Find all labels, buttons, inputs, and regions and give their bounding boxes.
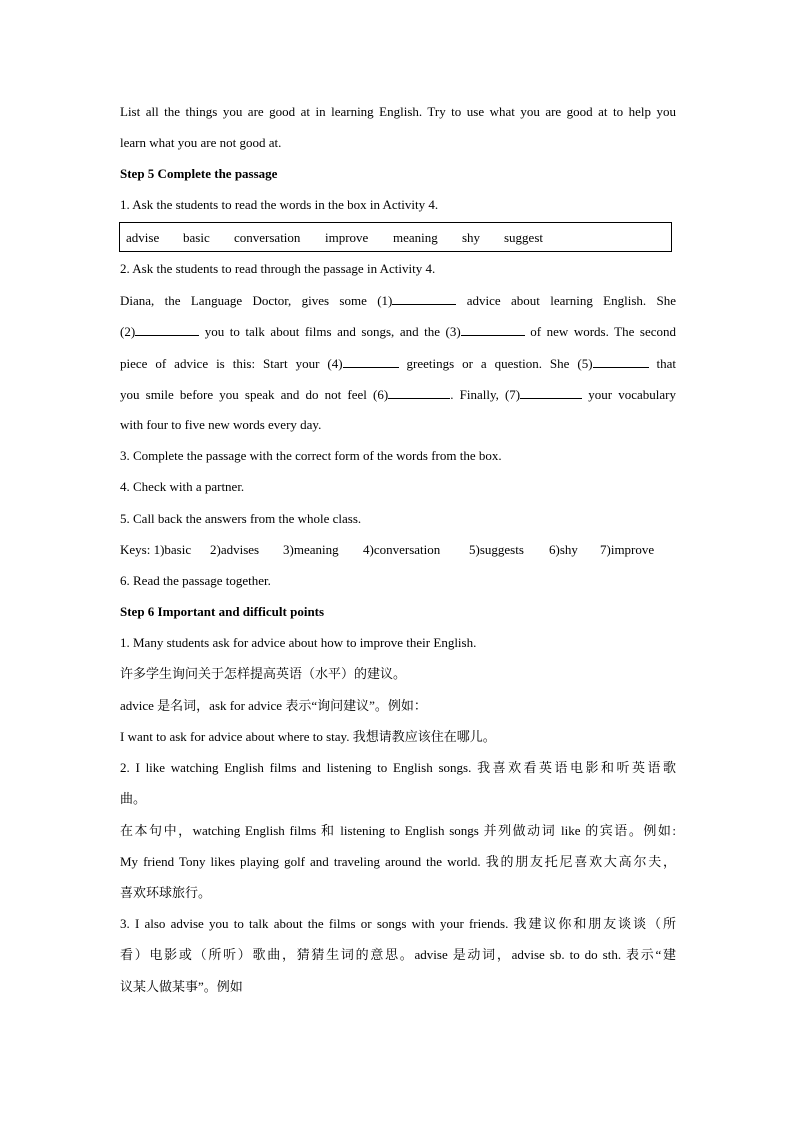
point-3-line-3: 议某人做某事”。例如 xyxy=(120,979,243,994)
key-item: 3)meaning xyxy=(283,542,339,557)
key-item: 2)advises xyxy=(210,542,260,557)
passage-text: advice about learning English. She xyxy=(456,293,677,308)
box-word: advise xyxy=(126,230,160,245)
answer-blank-5[interactable] xyxy=(593,354,649,368)
step5-item-5: 5. Call back the answers from the whole class. xyxy=(120,511,362,526)
passage-text: Diana, the Language Doctor, gives some (1) xyxy=(120,293,393,308)
passage-line-5: with four to five new words every day. xyxy=(120,417,322,432)
box-word: conversation xyxy=(234,230,301,245)
answer-blank-4[interactable] xyxy=(343,354,399,368)
box-word: improve xyxy=(325,230,369,245)
passage-line-1 xyxy=(120,291,676,310)
answer-blank-2[interactable] xyxy=(135,322,199,336)
step5-heading: Step 5 Complete the passage xyxy=(120,166,278,181)
key-item: 6)shy xyxy=(549,542,578,557)
key-item: 4)conversation xyxy=(363,542,441,557)
passage-text: your vocabulary xyxy=(582,387,676,402)
step5-item-2: 2. Ask the students to read through the passage in Activity 4. xyxy=(120,261,436,276)
point-1-note: advice 是名词，ask for advice 表示“询问建议”。例如： xyxy=(120,698,427,713)
answer-blank-3[interactable] xyxy=(461,322,525,336)
key-item: 5)suggests xyxy=(469,542,524,557)
answer-blank-7[interactable] xyxy=(520,385,582,399)
key-item: 7)improve xyxy=(600,542,655,557)
passage-text: you smile before you speak and do not feel (6) xyxy=(120,387,389,402)
step5-item-6: 6. Read the passage together. xyxy=(120,573,271,588)
step5-item-4: 4. Check with a partner. xyxy=(120,479,245,494)
step5-item-3: 3. Complete the passage with the correct form of the words from the box. xyxy=(120,448,502,463)
intro-line-1: List all the things you are good at in learning English. Try to use what you are good at to help you xyxy=(120,104,676,119)
word-box xyxy=(119,222,672,252)
passage-line-2 xyxy=(120,322,676,341)
key-item: Keys: 1)basic xyxy=(120,542,192,557)
point-1-sentence: 1. Many students ask for advice about how to improve their English. xyxy=(120,635,477,650)
passage-line-3 xyxy=(120,354,676,373)
answer-blank-1[interactable] xyxy=(392,291,456,305)
answer-blank-6[interactable] xyxy=(388,385,450,399)
passage-text: greetings or a question. She (5) xyxy=(398,356,593,371)
box-word: meaning xyxy=(393,230,438,245)
answer-keys xyxy=(120,541,676,559)
point-2-note: 在本句中，watching English films 和 listening to English songs 并列做动词 like 的宾语。例如: xyxy=(120,823,676,838)
box-word: shy xyxy=(462,230,481,245)
passage-text: (2) xyxy=(120,324,136,339)
point-2-example-line-2: 喜欢环球旅行。 xyxy=(120,885,212,900)
point-3-line-1: 3. I also advise you to talk about the films or songs with your friends. 我建议你和朋友谈谈（所 xyxy=(120,916,676,931)
point-3-line-2: 看）电影或（所听）歌曲，猜猜生词的意思。advise 是动词，advise sb. to do sth. 表示“建 xyxy=(120,947,676,962)
box-word: basic xyxy=(183,230,210,245)
step6-heading: Step 6 Important and difficult points xyxy=(120,604,325,619)
passage-text: you to talk about films and songs, and the (3) xyxy=(199,324,461,339)
step5-item-1: 1. Ask the students to read the words in the box in Activity 4. xyxy=(120,197,439,212)
intro-line-2: learn what you are not good at. xyxy=(120,135,282,150)
passage-text: of new words. The second xyxy=(524,324,676,339)
passage-line-4 xyxy=(120,385,676,404)
point-1-example: I want to ask for advice about where to stay. 我想请教应该住在哪儿。 xyxy=(120,729,496,744)
passage-text: that xyxy=(648,356,676,371)
passage-text: . Finally, (7) xyxy=(450,387,521,402)
point-2-example-line-1: My friend Tony likes playing golf and traveling around the world. 我的朋友托尼喜欢大高尔夫， xyxy=(120,854,676,869)
passage-text: piece of advice is this: Start your (4) xyxy=(120,356,343,371)
point-2-line-1: 2. I like watching English films and listening to English songs. 我喜欢看英语电影和听英语歌 xyxy=(120,760,676,775)
point-2-line-2: 曲。 xyxy=(120,791,147,806)
box-word: suggest xyxy=(504,230,543,245)
point-1-translation: 许多学生询问关于怎样提高英语（水平）的建议。 xyxy=(120,666,407,681)
